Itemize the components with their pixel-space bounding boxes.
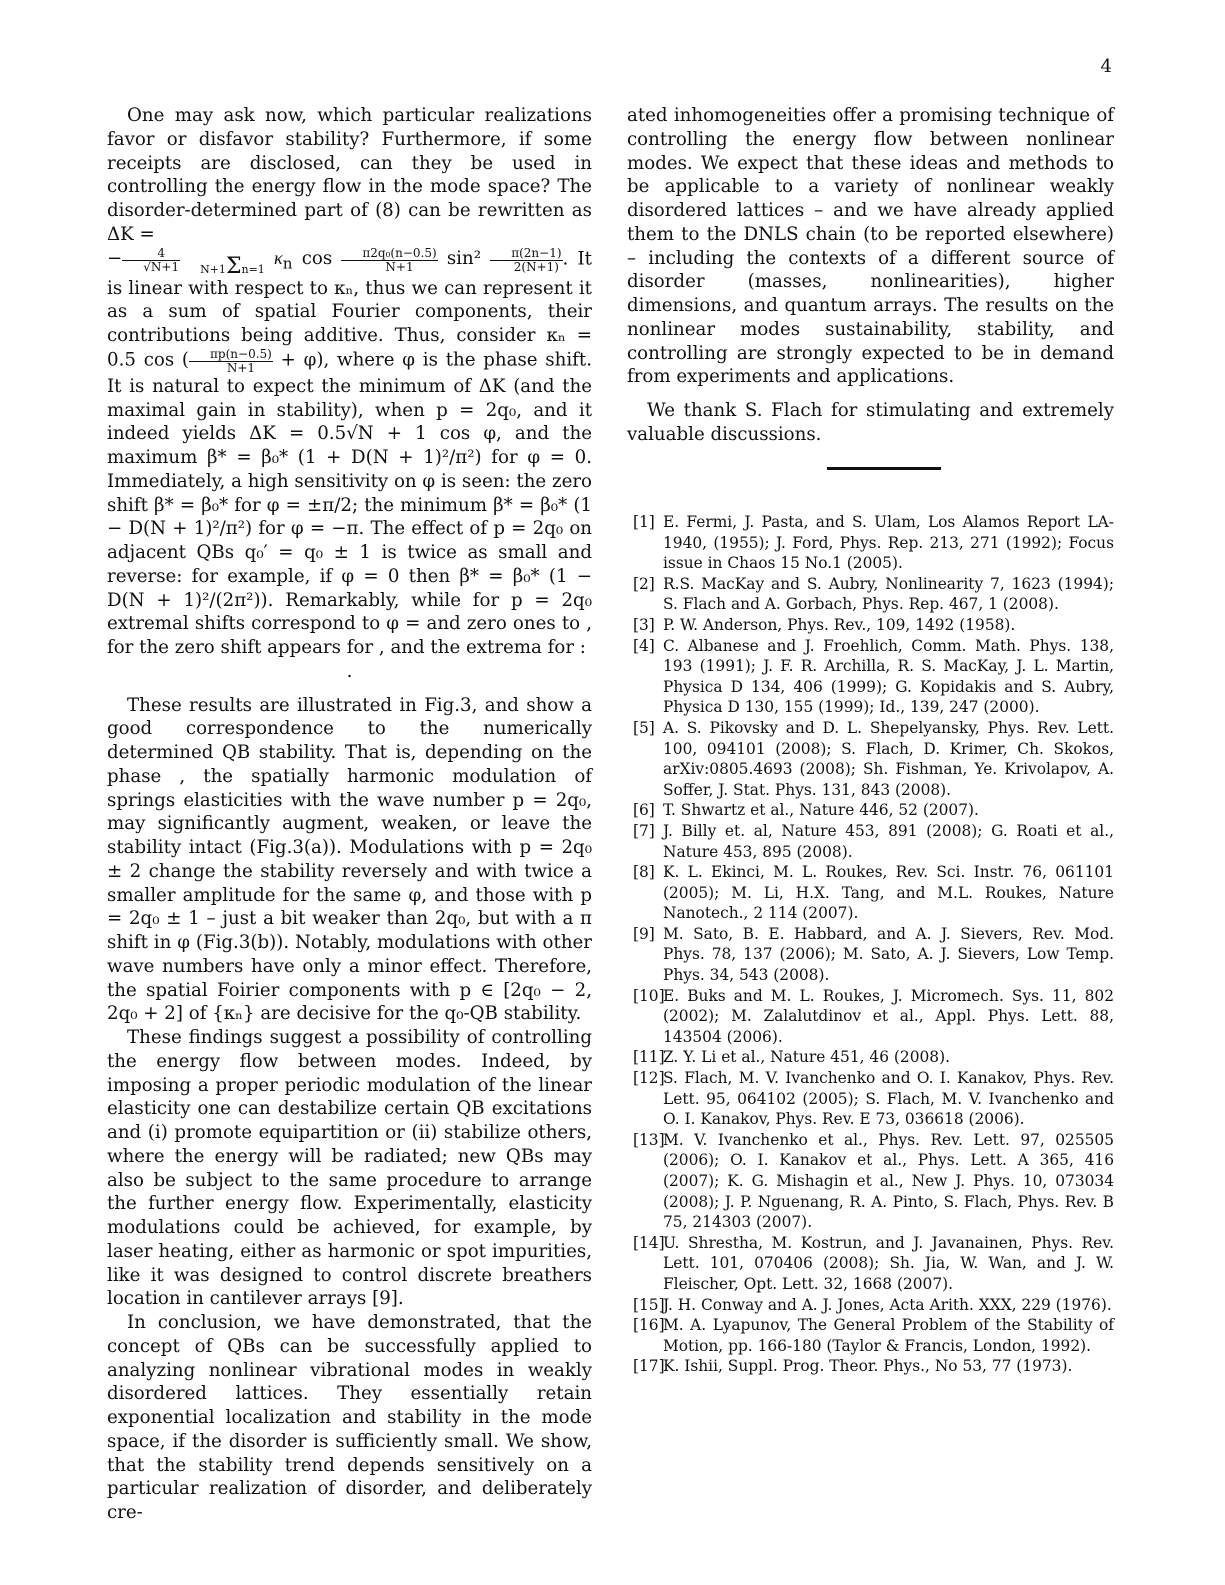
reference-number: [8] [633,863,655,882]
reference-text: E. Buks and M. L. Roukes, J. Micromech. Sys. 11, 802 (2002); M. Zalalutdinov et al., Appl. Phys. Lett. 88, 143504 (2006). [663,986,1114,1046]
reference-text: R.S. MacKay and S. Aubry, Nonlinearity 7, 1623 (1994); S. Flach and A. Gorbach, Phys. Rep. 467, 1 (2008). [663,574,1114,614]
reference-text: A. S. Pikovsky and D. L. Shepelyansky, Phys. Rev. Lett. 100, 094101 (2008); S. Flach, D. Krimer, Ch. Skokos, arXiv:0805.4693 (2008); Sh. Fishman, Ye. Krivolapov, A. Soffer, J. Stat. Phys. 131, 843 (2008). [663,718,1114,799]
frac-den: N+1 [226,360,256,375]
reference-item [633,615,1114,636]
paragraph-findings: These findings suggest a possibility of controlling the energy flow between modes. Indeed, by imposing a proper periodic modulation of the linear elasticity one can destabilize certain QB excitations and (i) promote equipartition or (ii) stabilize others, where the energy will be radiated; new QBs may also be subject to the same procedure to arrange the further energy flow. Experimentally, elasticity modulations could be achieved, for example, by laser heating, either as harmonic or spot impurities, like it was designed to control discrete breathers location in cantilever arrays [9]. [107,1027,592,1310]
reference-text: K. L. Ekinci, M. L. Roukes, Rev. Sci. Instr. 76, 061101 (2005); M. Li, H.X. Tang, and M.L. Roukes, Nature Nanotech., 2 114 (2007). [663,863,1114,923]
reference-item [633,636,1114,718]
text-realizations-1: One may ask now, which particular realizations favor or disfavor stability? Furthermore, if some receipts are disclosed, can they be used in controlling the energy flow in the mode space? The disorder-determined part of (8) can be rewritten as ΔK = [107,105,592,245]
frac-den: 2(N+1) [513,259,559,274]
frac-num: π(2n−1) [490,247,562,261]
reference-item [633,1047,1114,1068]
reference-number: [1] [633,513,655,531]
reference-item [633,986,1114,1048]
left-column [107,104,592,1525]
reference-number: [3] [633,615,655,634]
reference-text: P. W. Anderson, Phys. Rev., 109, 1492 (1958). [663,615,1016,634]
frac-num: π2q₀(n−0.5) [341,247,437,261]
right-column [627,104,1114,447]
sum-top: N+1 [200,262,226,276]
sum-symbol: N+1Σn=1 [200,253,265,279]
section-divider [827,467,941,470]
reference-item [633,718,1114,800]
reference-number: [7] [633,821,655,840]
reference-number: [6] [633,801,655,820]
reference-item [633,800,1114,821]
reference-number: [14] [633,1233,665,1252]
paragraph-acknowledgment: We thank S. Flach for stimulating and extremely valuable discussions. [627,400,1114,445]
reference-item [633,1356,1114,1377]
frac-num: πp(n−0.5) [189,348,273,362]
text-realizations-3: + φ), where φ is the phase shift. It is natural to expect the minimum of ΔK (and the maximal gain in stability), when p = 2q₀, and it indeed yields ΔK = 0.5√N + 1 cos φ, and the maximum β* = β₀* (1 + D(N + 1)²/π²) for φ = 0. Immediately, a high sensitivity on φ is seen: the zero shift β* = β₀* for φ = ±π/2; the minimum β* = β₀* (1 − D(N + 1)²/π²) for φ = −π. The effect of p = 2q₀ on adjacent QBs q₀′ = q₀ ± 1 is twice as small and reverse: for example, if φ = 0 then β* = β₀* (1 − D(N + 1)²/(2π²)). Remarkably, while for p = 2q₀ extremal shifts correspond to φ = and zero ones to , for the zero shift appears for , and the extrema for : [107,349,592,659]
reference-number: [13] [633,1130,665,1149]
reference-number: [17] [633,1357,665,1376]
reference-item [633,1068,1114,1130]
reference-item [633,924,1114,986]
reference-number: [10] [633,986,665,1005]
reference-text: U. Shrestha, M. Kostrun, and J. Javanainen, Phys. Rev. Lett. 101, 070406 (2008); Sh. Jia, W. Wan, and J. W. Fleischer, Opt. Lett. 32, 1668 (2007). [663,1233,1114,1293]
reference-text: M. V. Ivanchenko et al., Phys. Rev. Lett. 97, 025505 (2006); O. I. Kanakov et al., Phys. Lett. A 365, 416 (2007); K. G. Mishagin et al., New J. Phys. 10, 073034 (2008); J. P. Nguenang, R. A. Pinto, S. Flach, Phys. Rev. B 75, 214303 (2007). [663,1130,1114,1232]
text-realizations-2: . It is linear with respect to κₙ, thus we can represent it as a sum of spatial Fourier components, their contributions being additive. Thus, consider κₙ = 0.5 cos ( [107,247,592,371]
reference-item [633,862,1114,924]
reference-text: J. Billy et. al, Nature 453, 891 (2008); G. Roati et al., Nature 453, 895 (2008). [663,821,1114,861]
sum-bottom: n=1 [241,262,265,276]
reference-number: [11] [633,1048,665,1067]
reference-item [633,574,1114,615]
frac-den: √N+1 [143,259,180,274]
reference-number: [9] [633,924,655,943]
paragraph-conclusion: In conclusion, we have demonstrated, that the concept of QBs can be successfully applied to analyzing nonlinear vibrational modes in weakly disordered lattices. They essentially retain exponential localization and stability in the mode space, if the disorder is sufficiently small. We show, that the stability trend depends sensitively on a particular realization of disorder, and deliberately cre- [107,1312,592,1524]
kappa-symbol: κ [274,247,283,268]
reference-item [633,512,1114,574]
paragraph-realizations [107,104,592,660]
paragraph-inhomogeneities: ated inhomogeneities offer a promising technique of controlling the energy flow between nonlinear modes. We expect that these ideas and methods to be applicable to a variety of nonlinear weakly disordered lattices – and we have already applied them to the DNLS chain (to be reported elsewhere) – including the contexts of a different source of disorder (masses, nonlinearities), higher dimensions, and quantum arrays. The results on the nonlinear modes sustainability, stability, and controlling are strongly expected to be in demand from experiments and applications. [627,105,1114,388]
frac-num: 4 [122,247,180,261]
references-list [633,512,1114,1377]
reference-number: [16] [633,1316,665,1335]
page-number: 4 [1100,56,1112,77]
paragraph-results: These results are illustrated in Fig.3, and show a good correspondence to the numerically determined QB stability. That is, depending on the phase , the spatially harmonic modulation of springs elasticities with the wave number p = 2q₀, may significantly augment, weaken, or leave the stability intact (Fig.3(a)). Modulations with p = 2q₀ ± 2 change the stability reversely and with twice a smaller amplitude for the same φ, and those with p = 2q₀ ± 1 – just a bit weaker than 2q₀, but with a π shift in φ (Fig.3(b)). Notably, modulations with other wave numbers have only a minor effect. Therefore, the spatial Foirier components with p ∈ [2q₀ − 2, 2q₀ + 2] of {κₙ} are decisive for the q₀-QB stability. [107,694,592,1025]
reference-item [633,1130,1114,1233]
reference-text: S. Flach, M. V. Ivanchenko and O. I. Kanakov, Phys. Rev. Lett. 95, 064102 (2005); S. Flach, M. V. Ivanchenko and O. I. Kanakov, Phys. Rev. E 73, 036618 (2006). [663,1069,1114,1129]
reference-text: K. Ishii, Suppl. Prog. Theor. Phys., No 53, 77 (1973). [663,1357,1073,1376]
reference-text: Z. Y. Li et al., Nature 451, 46 (2008). [663,1048,950,1067]
reference-number: [12] [633,1069,665,1088]
reference-item [633,1295,1114,1316]
reference-item [633,1315,1114,1356]
reference-number: [5] [633,718,655,737]
reference-text: E. Fermi, J. Pasta, and S. Ulam, Los Alamos Report LA-1940, (1955); J. Ford, Phys. Rep. 213, 271 (1992); Focus issue in Chaos 15 No.1 (2005). [663,513,1114,573]
reference-text: M. Sato, B. E. Habbard, and A. J. Sievers, Rev. Mod. Phys. 78, 137 (2006); M. Sato, A. J. Sievers, Low Temp. Phys. 34, 543 (2008). [663,924,1114,985]
reference-item [633,821,1114,862]
reference-text: T. Shwartz et al., Nature 446, 52 (2007). [663,801,979,820]
reference-text: M. A. Lyapunov, The General Problem of the Stability of Motion, pp. 166-180 (Taylor & Francis, London, 1992). [663,1316,1114,1355]
reference-item [633,1233,1114,1295]
reference-number: [2] [633,574,655,593]
equation-delta-k: − $\frac{4}{√N+1}$ N+1Σn=1 $\kappa_n$ cos $\frac{\text{π2q₀(n−0.5)}}{N+1}$ sin² $\frac{\pi(2n-1)}{2(N+1)}$ [107,245,562,279]
reference-text: J. H. Conway and A. J. Jones, Acta Arith. XXX, 229 (1976). [663,1295,1112,1314]
frac-den: N+1 [385,259,414,274]
reference-number: [15] [633,1295,665,1314]
display-equation-missing: . [346,660,353,682]
reference-text: C. Albanese and J. Froehlich, Comm. Math. Phys. 138, 193 (1991); J. F. R. Archilla, R. S. MacKay, J. L. Martin, Physica D 134, 406 (1999); G. Kopidakis and S. Aubry, Physica D 130, 155 (1999); Id., 139, 247 (2000). [663,636,1114,717]
reference-number: [4] [633,636,655,655]
